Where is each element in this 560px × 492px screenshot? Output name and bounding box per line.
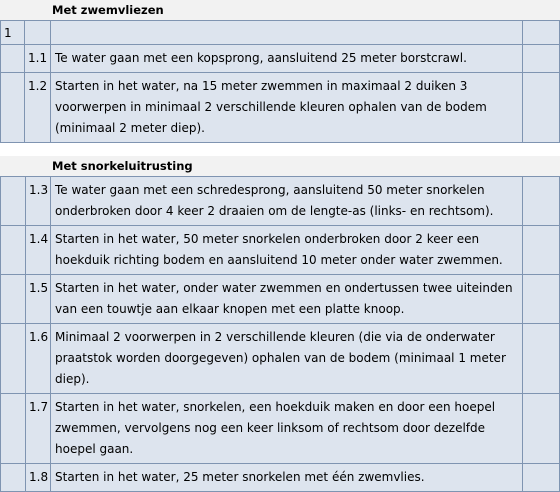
section-table — [0, 176, 560, 492]
empty-cell — [1, 45, 25, 73]
empty-cell — [1, 394, 26, 464]
row-label: 1 — [1, 21, 25, 45]
exercise-number: 1.2 — [25, 73, 51, 143]
empty-cell — [1, 226, 26, 275]
table-row — [1, 275, 560, 324]
check-cell[interactable] — [523, 394, 560, 464]
table-row — [1, 226, 560, 275]
table-row — [1, 464, 560, 492]
empty-cell — [1, 324, 26, 394]
empty-cell — [1, 464, 26, 492]
empty-cell — [1, 275, 26, 324]
exercise-description: Starten in het water, onder water zwemmen en ondertussen twee uiteinden van een touwtje aan elkaar knopen met een platte knoop. — [51, 275, 523, 324]
empty-cell — [523, 21, 560, 45]
table-row — [1, 45, 560, 73]
exercise-number: 1.8 — [26, 464, 51, 492]
exercise-number: 1.1 — [25, 45, 51, 73]
exercise-description: Minimaal 2 voorwerpen in 2 verschillende kleuren (die via de onderwater praatstok worden doorgegeven) ophalen van de bodem (minimaal 1 meter diep). — [51, 324, 523, 394]
exercise-number: 1.7 — [26, 394, 51, 464]
exercise-number: 1.5 — [26, 275, 51, 324]
empty-cell — [25, 21, 51, 45]
table-row — [1, 324, 560, 394]
table-row — [1, 394, 560, 464]
exercise-description: Te water gaan met een schredesprong, aansluitend 50 meter snorkelen onderbroken door 4 keer 2 draaien om de lengte-as (links- en rechtsom). — [51, 177, 523, 226]
table-row — [1, 177, 560, 226]
check-cell[interactable] — [523, 226, 560, 275]
table-row — [1, 73, 560, 143]
check-cell[interactable] — [523, 324, 560, 394]
empty-cell — [1, 177, 26, 226]
check-cell[interactable] — [523, 177, 560, 226]
exercise-number: 1.6 — [26, 324, 51, 394]
check-cell[interactable] — [523, 45, 560, 73]
check-cell[interactable] — [523, 275, 560, 324]
section-title: Met zwemvliezen — [0, 0, 560, 20]
exercise-description: Starten in het water, 25 meter snorkelen met één zwemvlies. — [51, 464, 523, 492]
empty-cell — [51, 21, 523, 45]
section-title: Met snorkeluitrusting — [0, 156, 560, 176]
exercise-number: 1.3 — [26, 177, 51, 226]
exercise-description: Starten in het water, snorkelen, een hoekduik maken en door een hoepel zwemmen, vervolgens nog een keer linksom of rechtsom door dezelfde hoepel gaan. — [51, 394, 523, 464]
exercise-number: 1.4 — [26, 226, 51, 275]
empty-cell — [1, 73, 25, 143]
section-table — [0, 20, 560, 143]
exercise-description: Starten in het water, na 15 meter zwemmen in maximaal 2 duiken 3 voorwerpen in minimaal 2 verschillende kleuren ophalen van de bodem (minimaal 2 meter diep). — [51, 73, 523, 143]
section-gap — [0, 143, 560, 156]
table-row — [1, 21, 560, 45]
exercise-description: Te water gaan met een kopsprong, aansluitend 25 meter borstcrawl. — [51, 45, 523, 73]
exercise-description: Starten in het water, 50 meter snorkelen onderbroken door 2 keer een hoekduik richting bodem en aansluitend 10 meter onder water zwemmen. — [51, 226, 523, 275]
check-cell[interactable] — [523, 464, 560, 492]
check-cell[interactable] — [523, 73, 560, 143]
